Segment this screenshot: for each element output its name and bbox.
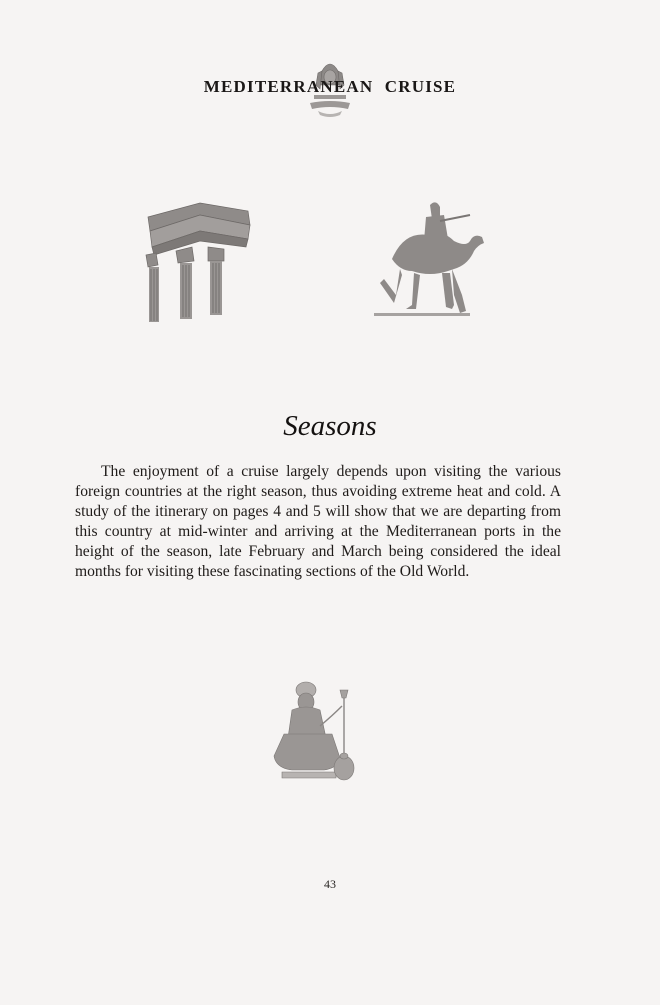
running-header: [0, 55, 660, 125]
header-title: MEDITERRANEAN CRUISE: [203, 77, 457, 96]
camel-rider-icon: [370, 195, 495, 325]
section-title: Seasons: [283, 410, 377, 442]
temple-ruins-icon: [140, 195, 255, 325]
hookah-smoker-icon: [262, 676, 362, 788]
page-number: 43: [324, 877, 336, 891]
body-paragraph: The enjoyment of a cruise largely depends upon visiting the various foreign countries at the right season, thus avoiding extreme heat and cold. A study of the itinerary on pages 4 and 5 will show that we are departing from this country at mid-winter and arriving at the Mediterranean ports in the height of the season, late February and March being considered the ideal months for visiting these fascinating sections of the Old World.: [75, 463, 561, 580]
